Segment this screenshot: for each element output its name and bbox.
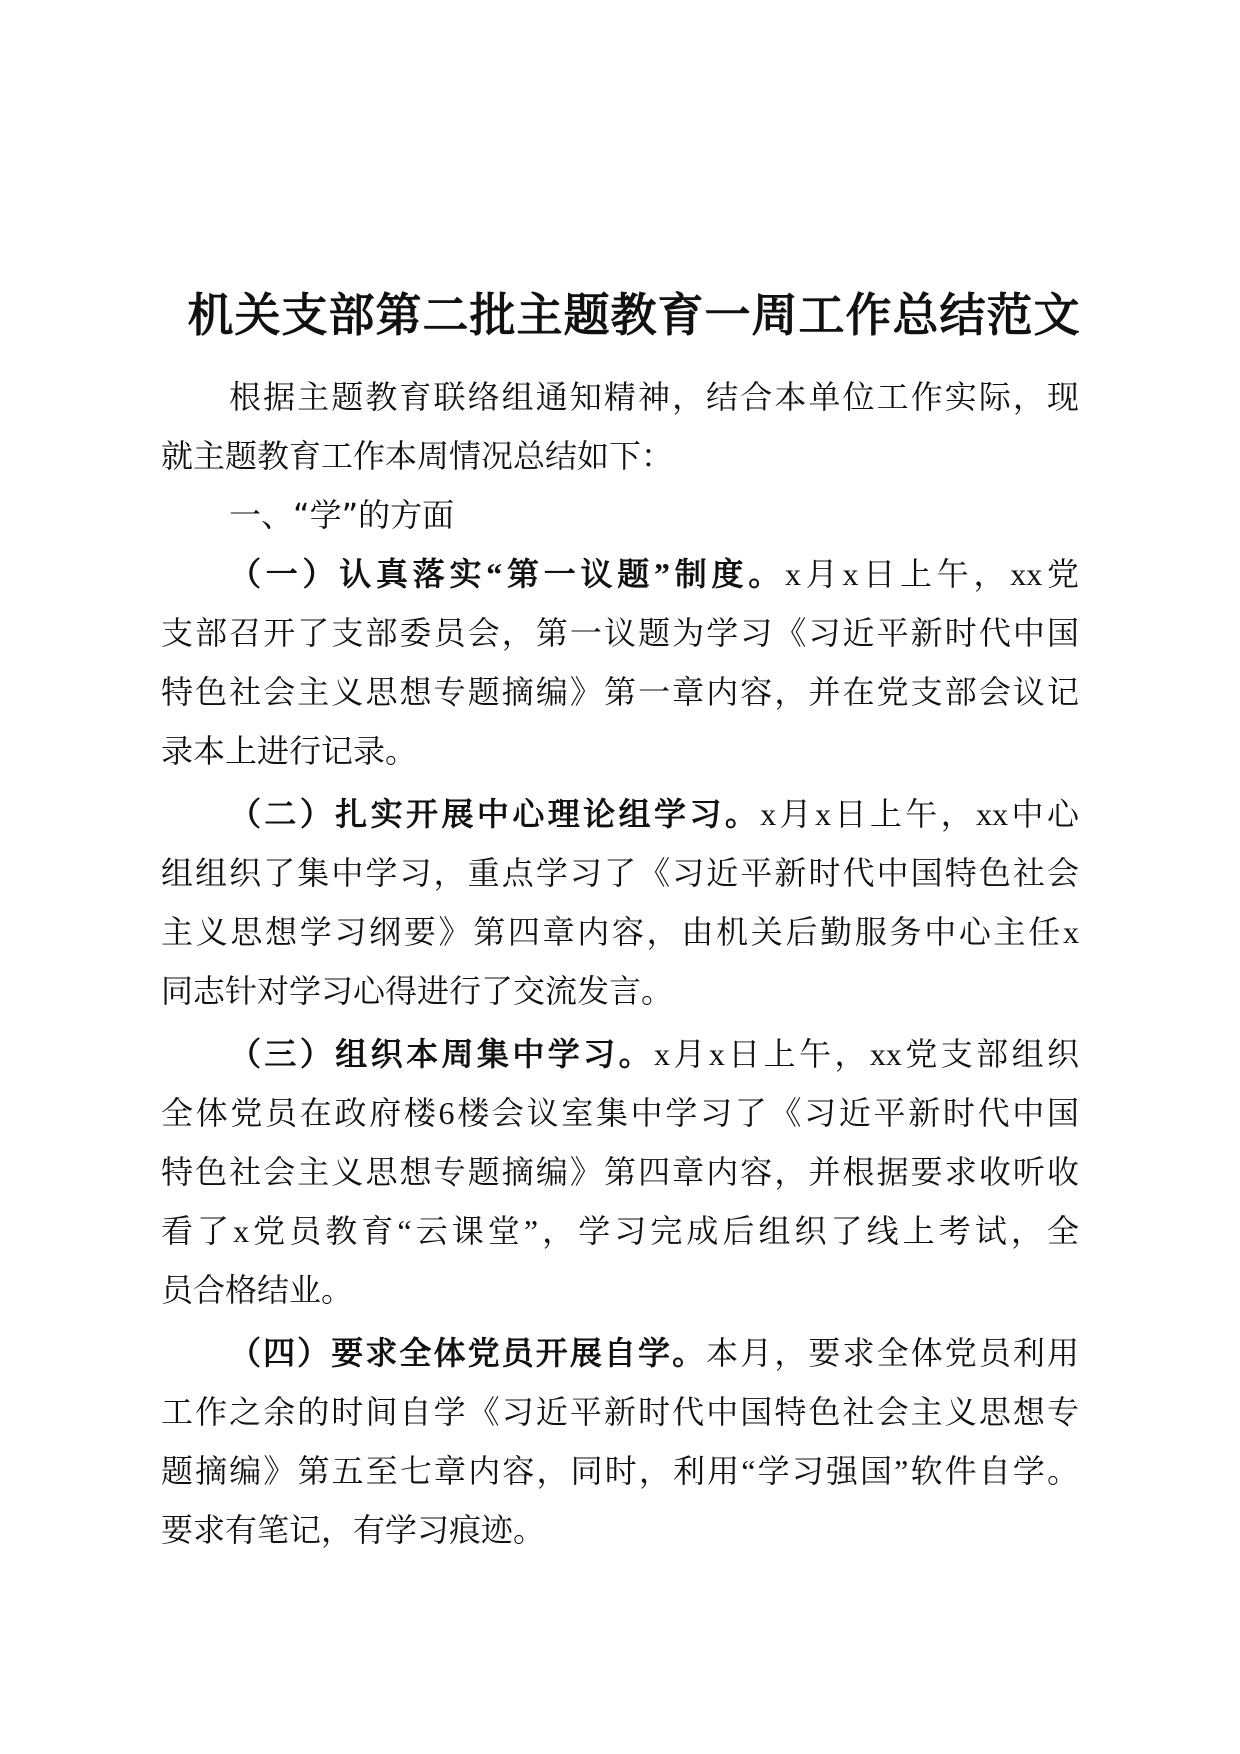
- item-lead: （二）扎实开展中心理论组学习。: [229, 796, 761, 832]
- item-first-line: [161, 545, 1079, 604]
- item-line: 员合格结业。: [161, 1272, 354, 1308]
- item-line: 看了x党员教育“云课堂”，学习完成后组织了线上考试，全: [161, 1213, 1079, 1249]
- document-body: [161, 368, 1079, 1560]
- item-line: 全体党员在政府楼6楼会议室集中学习了《习近平新时代中国: [161, 1095, 1079, 1131]
- intro-line: 就主题教育工作本周情况总结如下：: [161, 438, 674, 474]
- item-first-text: x月x日上午，xx党: [784, 556, 1079, 592]
- item-line: 特色社会主义思想专题摘编》第一章内容，并在党支部会议记: [161, 674, 1079, 710]
- item-line: 特色社会主义思想专题摘编》第四章内容，并根据要求收听收: [161, 1154, 1079, 1190]
- item-paragraph-1: [161, 545, 1079, 781]
- document-title: 机关支部第二批主题教育一周工作总结范文: [187, 290, 1081, 341]
- item-line: 同志针对学习心得进行了交流发言。: [161, 973, 674, 1009]
- item-line: 工作之余的时间自学《习近平新时代中国特色社会主义思想专: [161, 1394, 1079, 1430]
- section-heading: 一、“学”的方面: [229, 496, 455, 534]
- item-first-text: x月x日上午，xx党支部组织: [654, 1036, 1079, 1072]
- item-line: 题摘编》第五至七章内容，同时，利用“学习强国”软件自学。: [161, 1453, 1079, 1489]
- item-paragraph-3: [161, 1025, 1079, 1320]
- item-line: 主义思想学习纲要》第四章内容，由机关后勤服务中心主任x: [161, 914, 1079, 950]
- item-lead: （四）要求全体党员开展自学。: [229, 1335, 707, 1371]
- item-first-line: [161, 1324, 1079, 1383]
- item-first-text: x月x日上午，xx中心: [760, 796, 1079, 832]
- item-lead: （一）认真落实“第一议题”制度。: [229, 556, 785, 592]
- item-line: 录本上进行记录。: [161, 733, 418, 769]
- item-paragraph-4: [161, 1324, 1079, 1560]
- item-first-line: [161, 785, 1079, 844]
- item-first-text: 本月，要求全体党员利用: [706, 1335, 1079, 1371]
- item-paragraph-2: [161, 785, 1079, 1021]
- item-first-line: [161, 1025, 1079, 1084]
- item-line: 支部召开了支部委员会，第一议题为学习《习近平新时代中国: [161, 615, 1079, 651]
- intro-paragraph: [161, 368, 1079, 486]
- item-lead: （三）组织本周集中学习。: [229, 1036, 654, 1072]
- item-line: 组组织了集中学习，重点学习了《习近平新时代中国特色社会: [161, 855, 1079, 891]
- intro-line: 根据主题教育联络组通知精神，结合本单位工作实际，现: [229, 379, 1079, 415]
- item-line: 要求有笔记，有学习痕迹。: [161, 1512, 546, 1548]
